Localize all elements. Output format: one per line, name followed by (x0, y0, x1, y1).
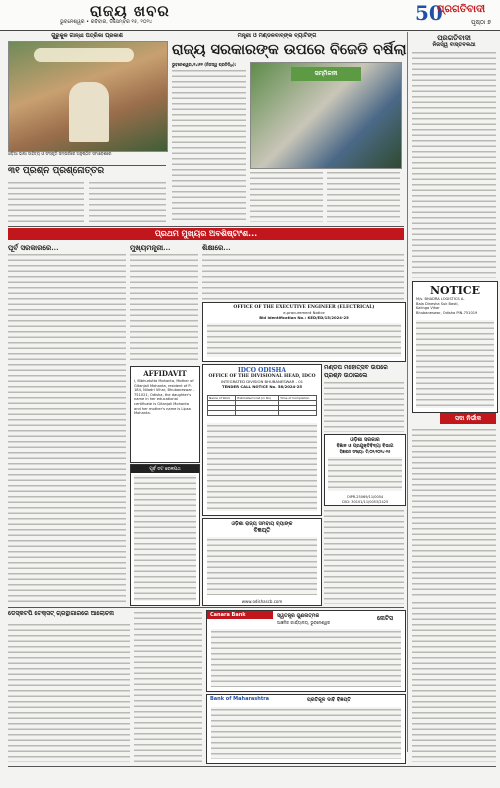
oscb-web: www.odishascb.com (241, 599, 283, 604)
bom-logo: Bank of Maharashtra (210, 696, 270, 702)
tender-no: Bid Identification No.: KED/ED/15/2024-25 (259, 315, 349, 320)
article-text (8, 180, 84, 222)
idco-sub: INTEGRATED DIVISION BHUBANESWAR - 01 (220, 379, 304, 384)
idco-tender-ad (202, 364, 322, 516)
anniversary-logo: 50 (415, 1, 443, 25)
shiksha-kicker: ଶିକ୍ଷାରେ... (202, 243, 231, 252)
article-text (250, 170, 323, 222)
article-text (202, 252, 404, 300)
govt-body (328, 457, 402, 491)
bom-body (211, 707, 401, 759)
left-kicker: ଗୁରୁକୁଳ ଗାନ୍ଧୀ ପତ୍ରିକା ପ୍ରକାଶ (51, 33, 123, 39)
notice-ad (412, 281, 498, 413)
notice-title: NOTICE (429, 284, 481, 297)
tender-body (134, 475, 196, 601)
column-rule (407, 32, 408, 752)
col-cost: Estimated Cost (in Rs) (236, 396, 279, 401)
event-photo (8, 41, 168, 152)
main-photo (250, 62, 402, 169)
bank-sub: ଆଞ୍ଚଳିକ କାର୍ଯ୍ୟାଳୟ, ଭୁବନେଶ୍ୱର (277, 620, 331, 625)
tender-table (207, 395, 317, 416)
right-subtitle: ନିଜସ୍ୱ ବାସ୍ତବକଥା (432, 42, 476, 48)
notice-body (416, 320, 494, 408)
canara-bank-ad (206, 610, 406, 692)
article-text (8, 252, 126, 604)
affidavit-ad (130, 366, 200, 463)
page-header (0, 0, 500, 31)
dateline: ଭୁବନେଶ୍ୱର • ରବିବାର, ଡିସେମ୍ବର ୧୫, ୨୦୨୪ (60, 19, 153, 25)
photo-caption: ଓଡ଼ିଆ ଭାଷା ସାହିତ୍ୟ ଓ ସଂସ୍କୃତି ସମ୍ପର୍କରେ ଅନୁଷ୍ଠିତ ସମାବେଶରେ (8, 151, 112, 156)
main-tag: ମନ୍ତ୍ରୀ ଓ ମଣ୍ଡଳବାବ୍ଙ୍କ ବ୍ୟାଟିଙ୍ଗ (237, 33, 317, 39)
photo-banner: ସମ୍ମିଳନୀ (291, 67, 361, 81)
page-number: ପୃଷ୍ଠା ୭ (471, 19, 491, 26)
divider (8, 607, 404, 608)
railway-header: ପୂର୍ବ ତଟ ରେଳପଥ (131, 465, 199, 473)
idco-line: TENDER CALL NOTICE No. 58/2024-25 (222, 384, 302, 389)
article-text (324, 380, 404, 432)
tender-title: OFFICE OF THE EXECUTIVE ENGINEER (ELECTRICAL) (233, 305, 375, 310)
govt-head2: ବିଜ୍ଞାନ ଓ ପ୍ରଯୁକ୍ତିବିଦ୍ୟା ବିଭାଗ (336, 444, 394, 449)
mid-kicker: ମୁଖ୍ୟମନ୍ତ୍ରୀ... (130, 243, 171, 252)
article-text (172, 68, 246, 223)
news-badge: ସଦା ନିର୍ଭୀକ (440, 413, 496, 424)
notice-line: Bala Dinesha Suk Basti, (416, 301, 459, 306)
section-title: ରାଜ୍ୟ ଖବର (90, 2, 170, 20)
railway-tender-ad (130, 464, 200, 606)
govt-ad (324, 434, 406, 506)
notice-line: M/s. BHADRA LOGISTICS A- (416, 297, 465, 301)
bom-ad (206, 694, 406, 764)
main-dateline: ଭୁବନେଶ୍ୱର,୧୪ା୧୨ (ନିଜସ୍ୱ ପ୍ରତିନିଧି): (172, 62, 237, 67)
tender-body (207, 323, 401, 357)
col-name-of-work: Name of Work (208, 396, 236, 401)
left-kicker-2: ପୂର୍ବ ସରକାରରେ... (8, 243, 59, 252)
article-text (130, 252, 198, 362)
idco-body (207, 423, 317, 511)
govt-notice-no: ବିଜ୍ଞାପନ ସଂଖ୍ୟା: ଟି/୦୨/୨୦୨୪-୨୫ (339, 449, 391, 454)
article-text (327, 170, 400, 222)
govt-head1: ଓଡ଼ିଶା ସରକାର (350, 437, 380, 443)
oscb-org: ଓଡ଼ିଶା ରାଜ୍ୟ ସମବାୟ ବ୍ୟାଙ୍କ (231, 521, 293, 527)
idco-title: OFFICE OF THE DIVISIONAL HEAD, IDCO (208, 374, 316, 379)
right-title: ପ୍ରଗତିବାଦୀ (437, 33, 471, 42)
article-text (412, 427, 496, 597)
footer-rule (8, 766, 496, 767)
tender-sub: e-procurement Notice (283, 310, 325, 315)
article-text (8, 622, 130, 762)
canara-logo: Canara Bank (207, 611, 273, 619)
mandap-headline: ମଣ୍ଡପ ମହୋତ୍ସବ ଉପରେ ପ୍ରଶ୍ନ ଉଠାଇଲେ (324, 364, 388, 379)
main-headline: ରାଜ୍ୟ ସରକାରଙ୍କ ଉପରେ ବିଜେଡି ବର୍ଷିଲା (172, 41, 407, 58)
divider (8, 226, 404, 227)
govt-code: CIID: 30101/11/0053/2425 (341, 500, 389, 504)
bank-body (211, 629, 401, 687)
article-text (412, 50, 496, 278)
left-headline: ୩୧ ପ୍ରଶ୍ନ ପ୍ରଶ୍ନୋତ୍ତର (8, 166, 105, 176)
article-text (412, 600, 496, 762)
electrical-tender-ad (202, 302, 406, 362)
bottom-left-headline: ଡେସ୍କଟପି ଟେକ୍ସଟ୍ ଗ୍ରନ୍ଥାଗାରରେ ଆଲୋଚନା (8, 610, 114, 617)
col-time: Time of Completion (279, 396, 317, 401)
person-figure (69, 82, 109, 142)
affidavit-body: I, Bibhudutta Mohanta, Mother of Gitanjali Mohanta, resident of P-184, Niladri Vihar, Bhubaneswar - 751021, Odisha, the daughter's name in her educational certificate is Gitanjali Mohanta and her mother's name is Lipsa Mohanta. (134, 379, 195, 416)
stage-banner (34, 48, 134, 62)
govt-oipr: OIPR-25069/11/0054 (346, 495, 384, 499)
continuation-banner: ପ୍ରଥମ ମୁଖ୍ୟର ଅବଶିଷ୍ଟାଂଶ... (8, 228, 404, 240)
idco-org: IDCO ODISHA (238, 367, 286, 374)
article-text (134, 610, 202, 762)
affidavit-title: AFFIDAVIT (143, 369, 187, 378)
article-text (89, 180, 166, 222)
notice-line: Kalinga Vihar (416, 306, 440, 310)
oscb-notice: ବିଜ୍ଞପ୍ତି (253, 527, 271, 534)
newspaper-brand: ପ୍ରଗତିବାଦୀ (437, 4, 486, 15)
article-text (324, 508, 404, 604)
bank-header: ସ୍ୱତନ୍ତ୍ର ଗୁଣନାତ୍ମକ (277, 613, 320, 619)
bom-notice: ପ୍ରତିକୂଳ ଦାବି ବିଜ୍ଞପ୍ତି (307, 697, 351, 703)
notice-line: Bhubaneswar, Odisha PIN-751019 (416, 310, 478, 315)
oscb-body (207, 537, 317, 595)
cooperative-bank-ad (202, 518, 322, 606)
bank-notice: ନୋଟିସ (377, 615, 393, 622)
